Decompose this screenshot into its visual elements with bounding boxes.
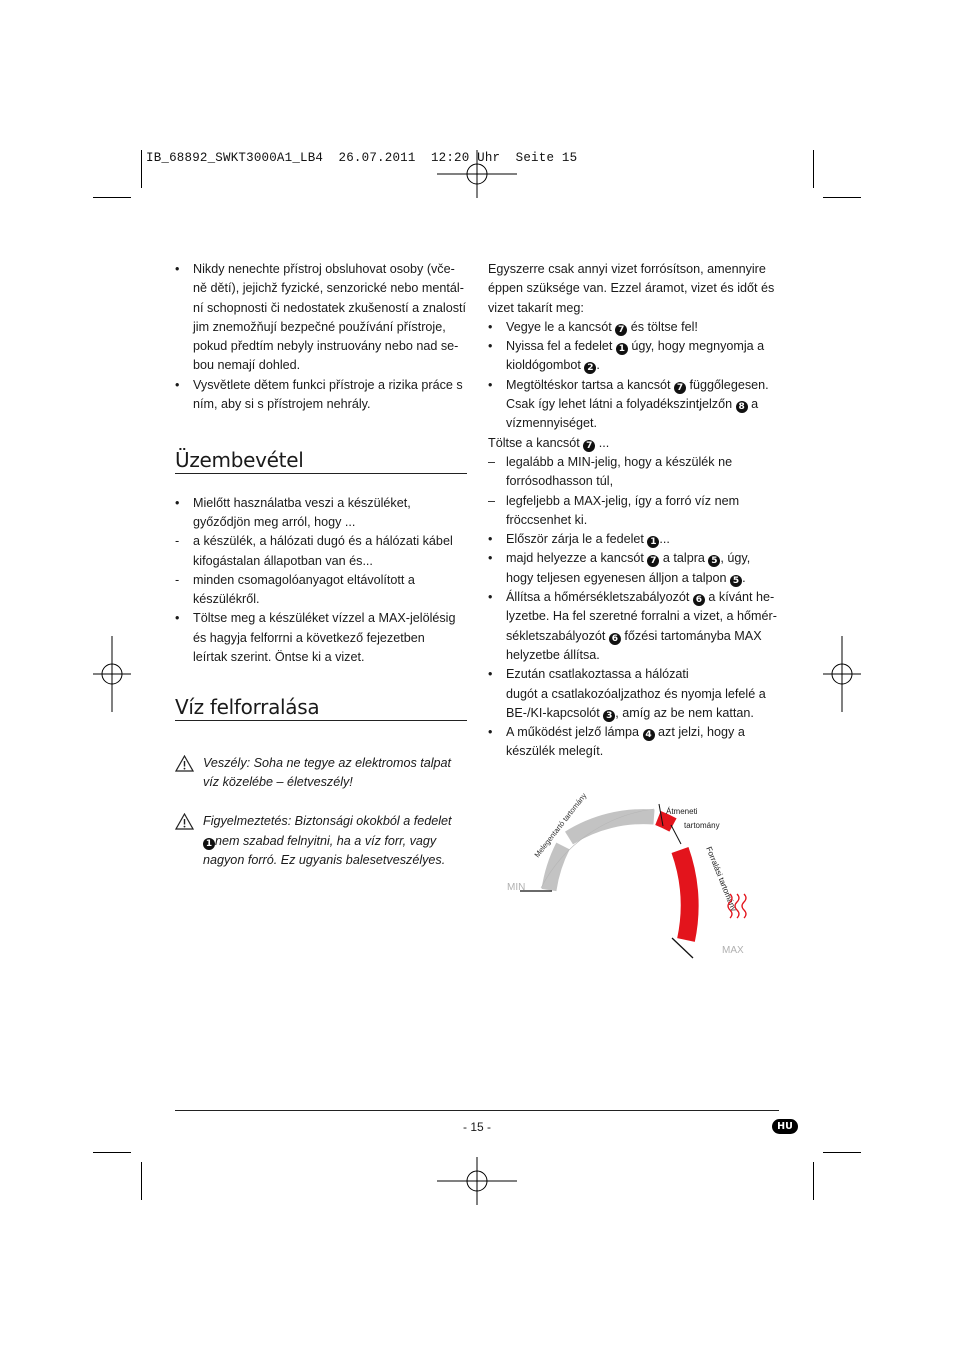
list-item: • A működést jelző lámpa 4 azt jelzi, hogy a készülék melegít. — [488, 725, 745, 759]
part-number: 1 — [203, 838, 215, 850]
list-item: • Nyissa fel a fedelet 1 úgy, hogy megnyomja a kioldógombot 2 . — [488, 339, 765, 374]
transition-label-2: tartomány — [684, 821, 720, 830]
transition-label-1: Átmeneti — [666, 807, 698, 816]
part-number: 7 — [647, 555, 659, 567]
bullet-text: a készülék, a hálózati dugó és a hálózati kábel kifogástalan állapotban van és... — [193, 534, 453, 568]
fill-text: Töltse a kancsót — [488, 435, 580, 450]
crop-mark — [141, 1162, 142, 1200]
section-title-startup: Üzembevétel — [175, 451, 467, 473]
bullet-text: Töltse meg a készüléket vízzel a MAX-jelölésig és hagyja felforrni a következő fejezetben leírtak szerint. Öntse ki a vizet. — [193, 611, 456, 665]
part-number: 7 — [583, 440, 595, 452]
list-item: - minden csomagolóanyagot eltávolított a készülékről. — [175, 572, 415, 607]
registration-mark — [437, 150, 517, 198]
registration-mark — [93, 636, 131, 712]
bullet-text: majd helyezze a kancsót — [506, 551, 644, 566]
list-item: • Mielőtt használatba veszi a készüléket, győződjön meg arról, hogy ... — [175, 495, 411, 529]
list-item: • Vegye le a kancsót 7 és töltse fel! — [488, 319, 698, 335]
bullet-text: , amíg az be nem kattan. — [615, 705, 754, 720]
bullet-text: ... — [659, 532, 670, 547]
list-item: • Állítsa a hőmérsékletszabályozót 6 a kívánt he- lyzetbe. Ha fel szeretné forralni a vizet, a hőmér- sékletszabályozót 6 főzési tartományba MAX helyzetbe állítsa. — [488, 590, 777, 662]
bullet-text: minden csomagolóanyagot eltávolított a készülékről. — [193, 572, 415, 607]
warning-text: nem szabad felnyitni, ha a víz forr, vagy nagyon forró. Ez ugyanis balesetveszélyes. — [203, 833, 446, 867]
language-badge: HU — [772, 1119, 798, 1134]
temperature-range-diagram — [500, 790, 770, 965]
print-slug: IB_68892_SWKT3000A1_LB4 26.07.2011 12:20 Uhr Seite 15 — [146, 151, 578, 165]
max-label: MAX — [722, 945, 744, 956]
list-item: – legalább a MIN-jelig, hogy a készülék ne forrósodhasson túl, — [488, 454, 733, 489]
part-number: 3 — [603, 710, 615, 722]
boiling-arc — [680, 850, 690, 940]
bullet-text: , úgy, hogy teljesen egyenesen álljon a talpon — [506, 551, 751, 585]
fill-instruction — [488, 434, 780, 453]
right-column — [488, 260, 780, 762]
part-number: 7 — [615, 324, 627, 336]
min-label: MIN — [507, 882, 526, 893]
warning-triangle-icon — [175, 813, 194, 830]
list-item: - a készülék, a hálózati dugó és a hálózati kábel kifogástalan állapotban van és... — [175, 534, 453, 568]
page-number: - 15 - — [462, 1120, 491, 1134]
bullet-text: . — [596, 358, 600, 373]
list-item: • Ezután csatlakoztassa a hálózati dugót a csatlakozóaljzathoz és nyomja lefelé a BE-/KI-kapcsolót 3 , amíg az be nem kattan. — [488, 667, 766, 721]
bullet-text: Nyissa fel a fedelet — [506, 339, 613, 354]
crop-mark — [93, 197, 131, 198]
part-number: 2 — [584, 362, 596, 374]
bullet-text: a talpra — [659, 551, 705, 566]
list-item: • Töltse meg a készüléket vízzel a MAX-jelölésig és hagyja felforrni a következő fejezetben leírtak szerint. Öntse ki a vizet. — [175, 611, 456, 665]
bullet-text: Ezután csatlakoztassa a hálózati dugót a csatlakozóaljzathoz és nyomja lefelé a BE-/KI-kapcsolót — [506, 667, 766, 720]
bullet-text: legfeljebb a MAX-jelig, így a forró víz nem fröccsenhet ki. — [506, 493, 740, 527]
bullet-text: . — [742, 570, 746, 585]
bullet-text: úgy, hogy megnyomja a kioldógombot — [506, 339, 765, 373]
part-number: 1 — [647, 536, 659, 548]
keep-warm-arc — [569, 817, 654, 838]
footer-rule — [175, 1110, 779, 1111]
fill-text: ... — [595, 435, 610, 450]
bullet-text: a kívánt he- lyzetbe. Ha fel szeretné forralni a vizet, a hőmér- sékletszabályozót — [506, 590, 777, 643]
intro-paragraph: Egyszerre csak annyi vizet forrósítson, amennyire éppen szüksége van. Ezzel áramot, vizet és időt és vizet takarít meg: — [488, 262, 775, 315]
bullet-text: Megtöltéskor tartsa a kancsót — [506, 377, 671, 392]
bullet-text: Vysvětlete dětem funkci přístroje a rizika práce s ním, aby si s přístrojem nehrály. — [193, 377, 463, 412]
list-item: • Először zárja le a fedelet 1 ... — [488, 532, 670, 548]
part-number: 5 — [708, 555, 720, 567]
bullet-text: Először zárja le a fedelet — [506, 532, 644, 547]
warning-triangle-icon — [175, 755, 194, 772]
danger-text: Veszély: Soha ne tegye az elektromos talpat víz közelébe – életveszély! — [203, 755, 452, 789]
crop-mark — [141, 150, 142, 188]
crop-mark — [823, 1152, 861, 1153]
part-number: 6 — [609, 633, 621, 645]
crop-mark — [823, 197, 861, 198]
list-item: • Megtöltéskor tartsa a kancsót 7 függőlegesen. Csak így lehet látni a folyadékszintjelzőn 8 a vízmennyiséget. — [488, 377, 769, 431]
part-number: 5 — [730, 575, 742, 587]
boiling-label: Forralási tartomány — [704, 845, 739, 913]
bullet-text: és töltse fel! — [627, 319, 698, 334]
left-column — [175, 260, 467, 870]
crop-mark — [813, 150, 814, 188]
part-number: 4 — [643, 729, 655, 741]
crop-mark — [93, 1152, 131, 1153]
list-item: • Vysvětlete dětem funkci přístroje a rizika práce s ním, aby si s přístrojem nehrály. — [175, 377, 463, 412]
bullet-text: Mielőtt használatba veszi a készüléket, győződjön meg arról, hogy ... — [193, 495, 411, 529]
part-number: 1 — [616, 343, 628, 355]
crop-mark — [813, 1162, 814, 1200]
transition-arc — [658, 818, 673, 825]
keep-warm-label: Melegentartó tartomány — [532, 791, 589, 860]
list-item: • majd helyezze a kancsót 7 a talpra 5 , úgy, hogy teljesen egyenesen álljon a talpon 5 . — [488, 551, 751, 586]
bullet-text: Vegye le a kancsót — [506, 319, 612, 334]
list-item: – legfeljebb a MAX-jelig, így a forró víz nem fröccsenhet ki. — [488, 493, 740, 527]
keep-warm-arc — [549, 846, 563, 890]
bullet-text: a vízmennyiséget. — [506, 397, 759, 431]
warning-text: Figyelmeztetés: Biztonsági okokból a fedelet — [203, 814, 452, 829]
bullet-text: Nikdy nenechte přístroj obsluhovat osoby (vče- ně dětí), jejichž fyzické, senzorické nebo mentál- ní schopnosti či nedostatek zkušeností a znalostí jim znemožňují bezpečné používání přístroje, pokud předtím nebyly instruovány nebo nad se- bou nemají dohled. — [193, 262, 467, 373]
bullet-text: legalább a MIN-jelig, hogy a készülék ne forrósodhasson túl, — [506, 454, 733, 489]
registration-mark — [437, 1157, 517, 1205]
section-title-boiling: Víz felforralása — [175, 698, 467, 720]
bullet-text: azt jelzi, hogy a készülék melegít. — [506, 725, 745, 759]
list-item: • Nikdy nenechte přístroj obsluhovat osoby (vče- ně dětí), jejichž fyzické, senzorické nebo mentál- ní schopnosti či nedostatek zkušeností a znalostí jim znemožňují bezpečné používání přístroje, pokud předtím nebyly instruovány nebo nad se- bou nemají dohled. — [175, 262, 467, 373]
danger-note — [175, 754, 467, 793]
max-tick — [672, 938, 693, 958]
bullet-text: függőlegesen. Csak így lehet látni a folyadékszintjelzőn — [506, 377, 769, 412]
part-number: 6 — [693, 594, 705, 606]
registration-mark — [823, 636, 861, 712]
bullet-text: Állítsa a hőmérsékletszabályozót — [506, 590, 690, 605]
warning-note — [175, 812, 467, 870]
part-number: 8 — [736, 401, 748, 413]
bullet-text: főzési tartományba MAX helyzetbe állítsa. — [506, 628, 762, 662]
part-number: 7 — [674, 382, 686, 394]
bullet-text: A működést jelző lámpa — [506, 725, 640, 740]
